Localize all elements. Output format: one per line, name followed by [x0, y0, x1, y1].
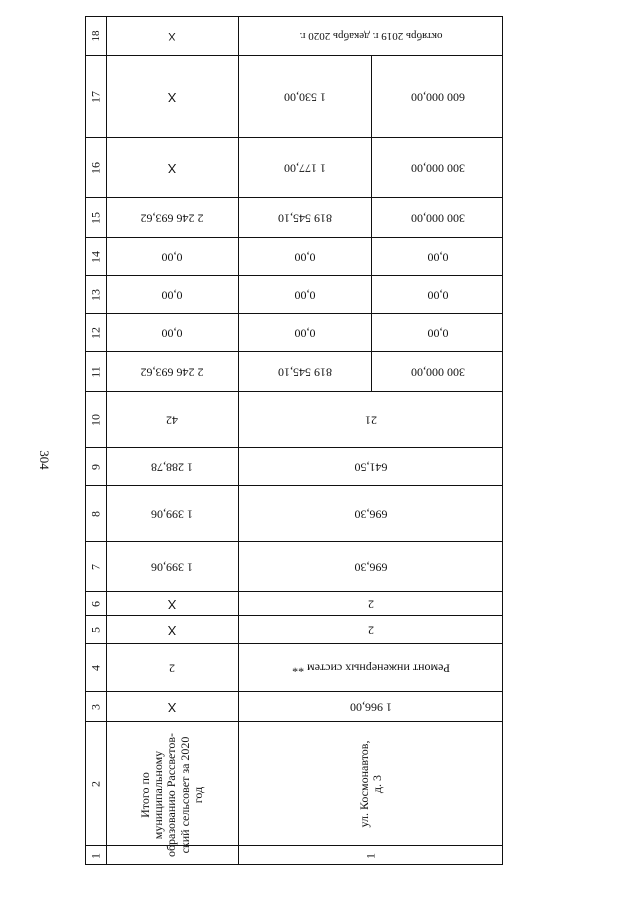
total-value: X: [167, 89, 177, 105]
item-number: 1: [363, 853, 378, 859]
col-header: 14: [88, 250, 103, 263]
item-value: 21: [365, 413, 377, 428]
item-value: 600 000,00: [410, 90, 465, 105]
row-col16: [86, 137, 502, 197]
item-value: 0,00: [294, 250, 315, 265]
item-value: 1 530,00: [283, 90, 326, 105]
row-col7: [86, 541, 502, 591]
total-value: 42: [166, 413, 178, 428]
row-col12: [86, 313, 502, 351]
row-col3: [86, 691, 502, 721]
total-value: X: [167, 699, 177, 715]
total-value: X: [167, 596, 177, 612]
total-value: 2: [169, 661, 175, 676]
col-header: 6: [88, 600, 103, 607]
col-header: 1: [88, 853, 103, 859]
item-value: Ремонт инженерных систем **: [292, 661, 450, 676]
row-col15: [86, 197, 502, 237]
col-header: 3: [88, 703, 103, 710]
row-col14: [86, 237, 502, 275]
col-header: 4: [88, 664, 103, 671]
col-header: 2: [88, 780, 103, 787]
row-col9: [86, 447, 502, 485]
row-col11: [86, 351, 502, 391]
total-value: 0,00: [161, 288, 183, 303]
total-value: X: [167, 622, 177, 638]
item-value: 696,30: [354, 560, 388, 575]
row-col6: [86, 591, 502, 615]
item-value: октябрь 2019 г. декабрь 2020 г.: [299, 30, 443, 43]
item-value: 1 966,00: [350, 700, 392, 715]
row-col1: [86, 845, 502, 866]
row-col17: [86, 55, 502, 137]
item-value: 819 545,10: [277, 365, 332, 380]
col-header: 17: [88, 90, 103, 103]
col-header: 12: [88, 326, 103, 339]
item-value: 0,00: [427, 288, 448, 303]
row-col5: [86, 615, 502, 643]
item-value: 2: [368, 623, 374, 638]
rotated-table: [85, 16, 503, 865]
col-header: 11: [88, 365, 103, 378]
total-value: 2 246 693,62: [140, 365, 204, 380]
item-value: 2: [368, 597, 374, 612]
col-header: 16: [88, 161, 103, 174]
total-value: X: [167, 160, 177, 176]
total-value: X: [168, 30, 176, 43]
item-value: 300 000,00: [410, 211, 465, 226]
row-col4: [86, 643, 502, 691]
col-header: 8: [88, 510, 103, 517]
item-value: 819 545,10: [277, 211, 332, 226]
total-value: 1 288,78: [151, 460, 193, 475]
col-header: 13: [88, 288, 103, 301]
total-value: 1 399,06: [151, 507, 193, 522]
total-value: 1 399,06: [151, 560, 193, 575]
col-header: 5: [88, 626, 103, 633]
col-header: 10: [88, 413, 103, 426]
col-header: 18: [89, 30, 102, 42]
row-col13: [86, 275, 502, 313]
total-value: 0,00: [161, 250, 183, 265]
item-value: 300 000,00: [410, 161, 465, 176]
item-value: 0,00: [427, 250, 448, 265]
total-label: Итого по муниципальному образованию Рассветов-ский сельсовет за 2020 год: [138, 732, 205, 857]
row-col8: [86, 485, 502, 541]
total-value: 0,00: [161, 326, 183, 341]
item-value: 0,00: [294, 288, 315, 303]
col-header: 7: [88, 563, 103, 570]
row-col10: [86, 391, 502, 447]
item-address: ул. Космонавтов, д. 3: [356, 740, 384, 827]
item-value: 696,30: [354, 507, 388, 522]
page-number: 304: [36, 450, 52, 470]
item-value: 0,00: [427, 326, 448, 341]
item-value: 300 000,00: [410, 365, 465, 380]
item-value: 641,50: [354, 460, 388, 475]
item-value: 0,00: [294, 326, 315, 341]
col-header: 9: [88, 463, 103, 470]
row-col18: [86, 17, 502, 55]
item-value: 1 177,00: [283, 161, 326, 176]
row-col2: [86, 721, 502, 857]
col-header: 15: [88, 211, 103, 224]
total-value: 2 246 693,62: [140, 211, 204, 226]
